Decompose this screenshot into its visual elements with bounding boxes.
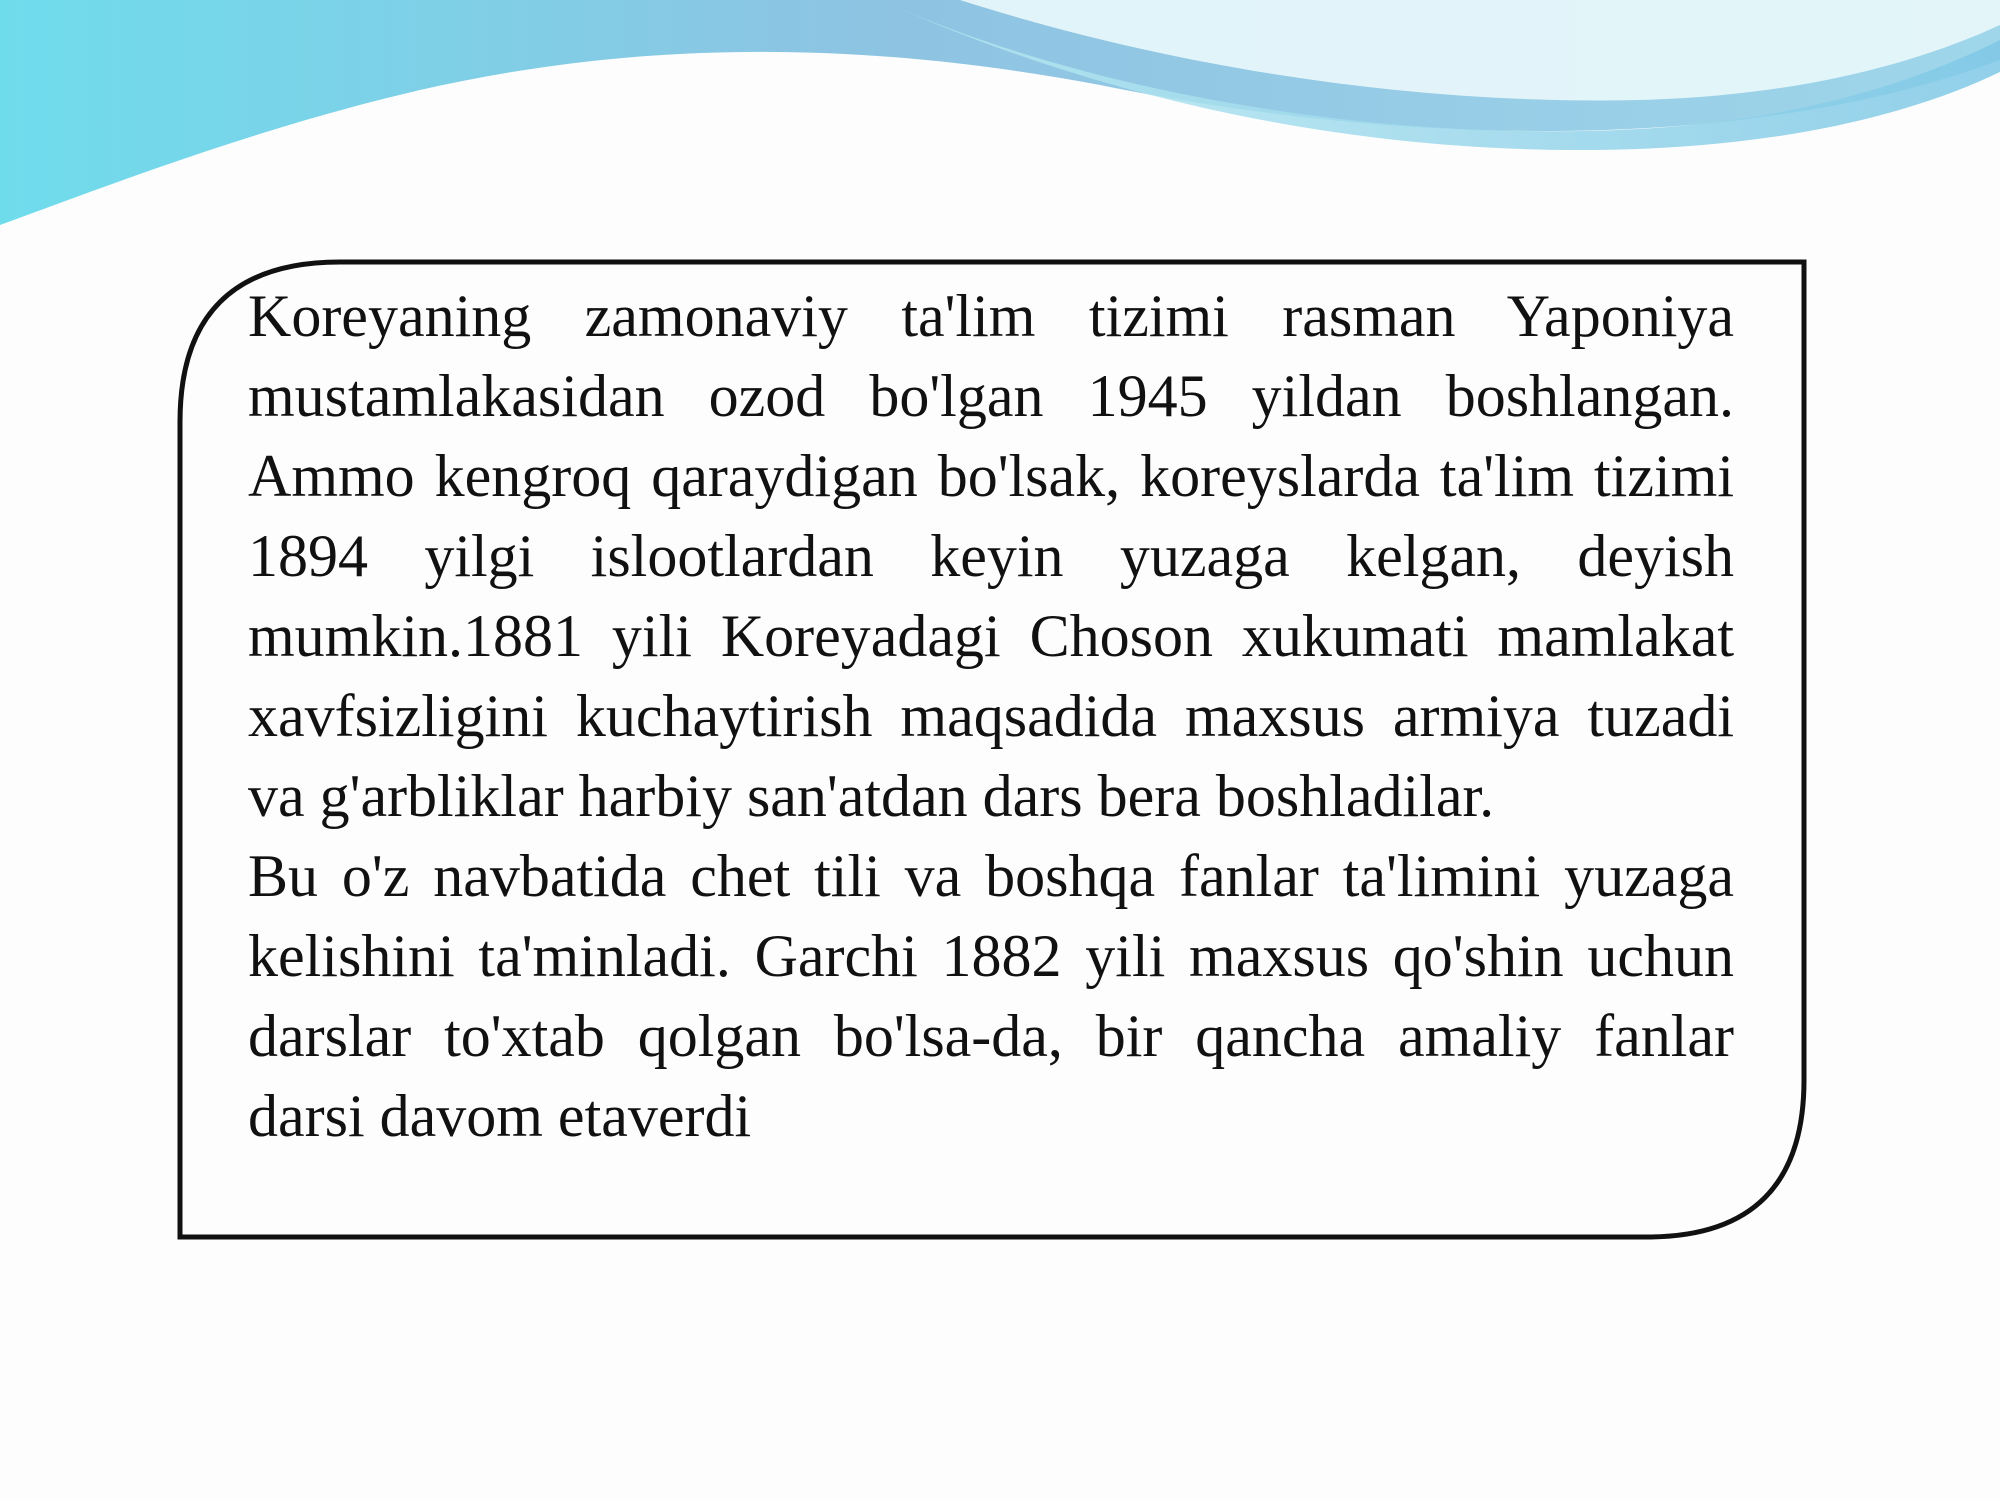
body-text xyxy=(248,276,1734,1156)
paragraph-1: Koreyaning zamonaviy ta'lim tizimi rasman Yaponiya mustamlakasidan ozod bo'lgan 1945 yildan boshlangan. Ammo kengroq qaraydigan bo'lsak, koreyslarda ta'lim tizimi 1894 yilgi islootlardan keyin yuzaga kelgan, deyish mumkin.1881 yili Koreyadagi Choson xukumati mamlakat xavfsizligini kuchaytirish maqsadida maxsus armiya tuzadi va g'arbliklar harbiy san'atdan dars bera boshladilar. xyxy=(248,283,1734,829)
paragraph-2: Bu o'z navbatida chet tili va boshqa fanlar ta'limini yuzaga kelishini ta'minladi. Garchi 1882 yili maxsus qo'shin uchun darslar to'xtab qolgan bo'lsa-da, bir qancha amaliy fanlar darsi davom etaverdi xyxy=(248,843,1734,1149)
